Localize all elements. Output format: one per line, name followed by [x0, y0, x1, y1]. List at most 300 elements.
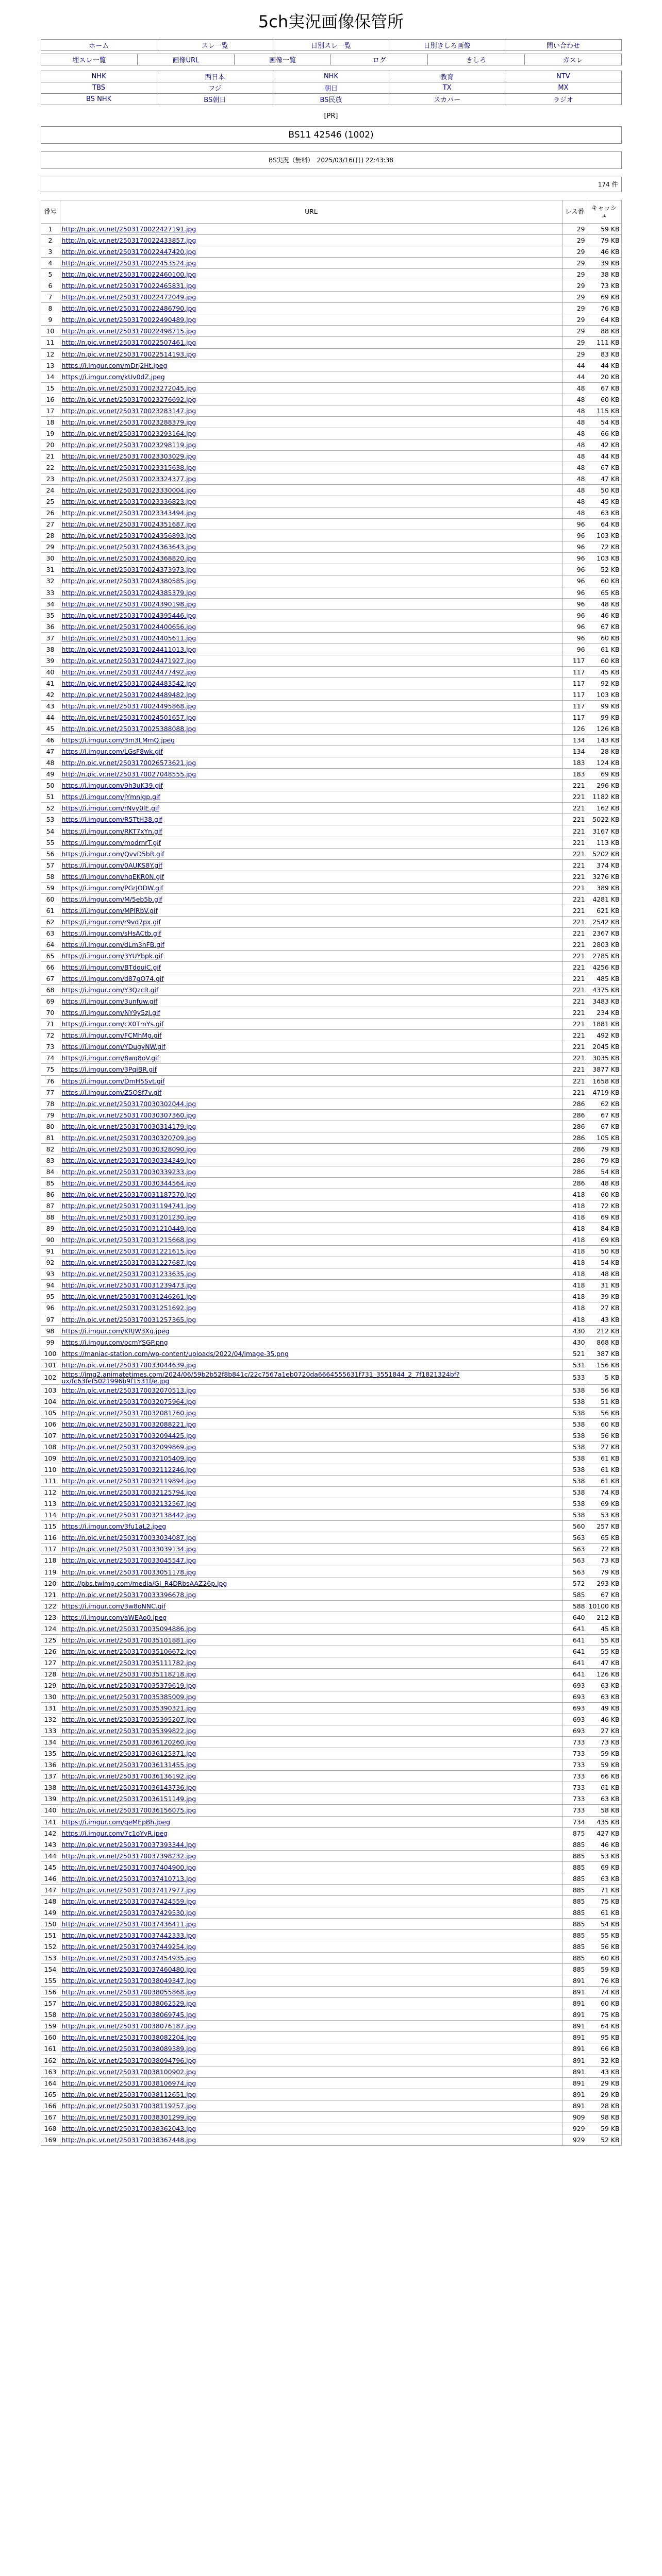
image-url-link[interactable]: http://n.pic.vr.net/2503170032112246.jpg — [61, 1466, 196, 1474]
image-url-link[interactable]: http://n.pic.vr.net/2503170032119894.jpg — [61, 1477, 196, 1485]
row-cache-size[interactable]: 103 KB — [587, 553, 621, 564]
row-cache-size[interactable]: 69 KB — [587, 1234, 621, 1246]
image-url-link[interactable]: http://n.pic.vr.net/2503170038119257.jpg — [61, 2102, 196, 2110]
row-cache-size[interactable]: 61 KB — [587, 1464, 621, 1476]
image-url-link[interactable]: http://n.pic.vr.net/2503170032094425.jpg — [61, 1431, 196, 1439]
image-url-link[interactable]: http://n.pic.vr.net/2503170030314179.jpg — [61, 1122, 196, 1130]
image-url-link[interactable]: http://n.pic.vr.net/2503170031239473.jpg — [61, 1281, 196, 1290]
image-url-link[interactable]: http://n.pic.vr.net/2503170036156075.jpg — [61, 1806, 196, 1815]
image-url-link[interactable]: http://n.pic.vr.net/2503170037398232.jpg — [61, 1852, 196, 1860]
channel-link[interactable]: 西日本 — [205, 74, 225, 81]
row-cache-size[interactable]: 50 KB — [587, 485, 621, 496]
row-cache-size[interactable]: 53 KB — [587, 1510, 621, 1521]
row-cache-size[interactable]: 31 KB — [587, 1280, 621, 1291]
image-url-link[interactable]: http://n.pic.vr.net/2503170032070513.jpg — [61, 1386, 196, 1394]
image-url-link[interactable]: http://n.pic.vr.net/2503170030307360.jpg — [61, 1111, 196, 1119]
row-cache-size[interactable]: 73 KB — [587, 1737, 621, 1748]
row-cache-size[interactable]: 88 KB — [587, 326, 621, 337]
image-url-link[interactable]: https://i.imgur.com/3m3LMmQ.jpeg — [61, 736, 175, 744]
image-url-link[interactable]: http://n.pic.vr.net/2503170030339233.jpg — [61, 1167, 196, 1176]
nav-daily-threads[interactable] — [273, 40, 389, 51]
image-url-link[interactable]: https://i.imgur.com/r9vd7px.gif — [61, 918, 161, 926]
channel-item[interactable] — [505, 94, 621, 105]
row-cache-size[interactable]: 66 KB — [587, 428, 621, 439]
image-url-link[interactable]: http://n.pic.vr.net/2503170036125371.jpg — [61, 1750, 196, 1758]
row-cache-size[interactable]: 212 KB — [587, 1612, 621, 1623]
image-url-link[interactable]: https://i.imgur.com/ocmYSGP.png — [61, 1338, 168, 1346]
nav-daily-images-link[interactable]: 日別きしろ画像 — [423, 42, 471, 50]
row-cache-size[interactable]: 4719 KB — [587, 1087, 621, 1098]
image-url-link[interactable]: http://n.pic.vr.net/2503170037449254.jpg — [61, 1943, 196, 1951]
image-url-link[interactable]: http://n.pic.vr.net/2503170024471927.jpg — [61, 656, 196, 665]
row-cache-size[interactable]: 111 KB — [587, 337, 621, 348]
row-cache-size[interactable]: 60 KB — [587, 1998, 621, 2009]
image-url-link[interactable]: http://n.pic.vr.net/2503170025388088.jpg — [61, 725, 196, 733]
image-url-link[interactable]: http://n.pic.vr.net/2503170036131455.jpg — [61, 1761, 196, 1769]
image-url-link[interactable]: http://n.pic.vr.net/2503170022490489.jpg — [61, 316, 196, 324]
image-url-link[interactable]: https://i.imgur.com/NY9y5zJ.gif — [61, 1009, 160, 1017]
row-cache-size[interactable]: 67 KB — [587, 462, 621, 473]
row-cache-size[interactable]: 51 KB — [587, 1396, 621, 1407]
row-cache-size[interactable]: 63 KB — [587, 507, 621, 519]
image-url-link[interactable]: https://i.imgur.com/3YUYbpk.gif — [61, 952, 163, 960]
image-url-link[interactable]: http://n.pic.vr.net/2503170035101881.jpg — [61, 1636, 196, 1644]
image-url-link[interactable]: http://n.pic.vr.net/2503170031221615.jpg — [61, 1247, 196, 1256]
row-cache-size[interactable]: 76 KB — [587, 1975, 621, 1987]
image-url-link[interactable]: https://i.imgur.com/Z5OSf7v.gif — [61, 1088, 162, 1096]
image-url-link[interactable]: http://n.pic.vr.net/2503170032132567.jpg — [61, 1500, 196, 1508]
row-cache-size[interactable]: 64 KB — [587, 519, 621, 530]
row-cache-size[interactable]: 3483 KB — [587, 996, 621, 1007]
subnav-link[interactable]: きしろ — [466, 57, 486, 64]
image-url-link[interactable]: http://n.pic.vr.net/2503170022514193.jpg — [61, 350, 196, 358]
image-url-link[interactable]: https://maniac-station.com/wp-content/uploads/2022/04/image-35.png — [61, 1349, 289, 1358]
row-cache-size[interactable]: 72 KB — [587, 1544, 621, 1555]
image-url-link[interactable]: http://n.pic.vr.net/2503170031246261.jpg — [61, 1293, 196, 1301]
row-cache-size[interactable]: 621 KB — [587, 905, 621, 916]
image-url-link[interactable]: http://n.pic.vr.net/2503170033034087.jpg — [61, 1534, 196, 1542]
image-url-link[interactable]: http://n.pic.vr.net/2503170023336823.jpg — [61, 498, 196, 506]
channel-item[interactable] — [389, 94, 505, 105]
row-cache-size[interactable]: 67 KB — [587, 382, 621, 394]
row-cache-size[interactable]: 39 KB — [587, 1291, 621, 1302]
image-url-link[interactable]: http://n.pic.vr.net/2503170024400656.jpg — [61, 622, 196, 631]
row-cache-size[interactable]: 79 KB — [587, 1143, 621, 1155]
row-cache-size[interactable]: 54 KB — [587, 416, 621, 428]
image-url-link[interactable]: https://i.imgur.com/modrnrT.gif — [61, 838, 161, 846]
image-url-link[interactable]: http://n.pic.vr.net/2503170037417977.jpg — [61, 1886, 196, 1894]
image-url-link[interactable]: http://n.pic.vr.net/2503170023298119.jpg — [61, 440, 196, 449]
image-url-link[interactable]: http://n.pic.vr.net/2503170024363643.jpg — [61, 543, 196, 551]
row-cache-size[interactable]: 20 KB — [587, 371, 621, 382]
image-url-link[interactable]: http://n.pic.vr.net/2503170023343494.jpg — [61, 509, 196, 517]
image-url-link[interactable]: https://i.imgur.com/8wq8oV.gif — [61, 1054, 159, 1062]
row-cache-size[interactable]: 4281 KB — [587, 893, 621, 905]
subnav-item[interactable] — [331, 54, 428, 65]
image-url-link[interactable]: http://n.pic.vr.net/2503170037404900.jpg — [61, 1863, 196, 1871]
row-cache-size[interactable]: 27 KB — [587, 1725, 621, 1737]
channel-link[interactable]: NHK — [323, 73, 338, 80]
image-url-link[interactable]: http://n.pic.vr.net/2503170031210449.jpg — [61, 1225, 196, 1233]
image-url-link[interactable]: http://n.pic.vr.net/2503170037429530.jpg — [61, 1908, 196, 1917]
image-url-link[interactable]: http://n.pic.vr.net/2503170031215668.jpg — [61, 1236, 196, 1244]
channel-item[interactable] — [157, 82, 273, 94]
channel-item[interactable] — [273, 71, 389, 82]
channel-item[interactable] — [505, 71, 621, 82]
channel-link[interactable]: MX — [558, 84, 569, 92]
image-url-link[interactable]: http://n.pic.vr.net/2503170024495868.jpg — [61, 702, 196, 710]
image-url-link[interactable]: http://n.pic.vr.net/2503170037436411.jpg — [61, 1920, 196, 1928]
row-cache-size[interactable]: 79 KB — [587, 1566, 621, 1578]
image-url-link[interactable]: https://i.imgur.com/R5TtH38.gif — [61, 816, 162, 824]
image-url-link[interactable]: http://n.pic.vr.net/2503170038100902.jpg — [61, 2067, 196, 2076]
row-cache-size[interactable]: 64 KB — [587, 2021, 621, 2032]
nav-daily-threads-link[interactable]: 日別スレ一覧 — [310, 42, 351, 50]
row-cache-size[interactable]: 61 KB — [587, 1476, 621, 1487]
image-url-link[interactable]: https://i.imgur.com/3unfuw.gif — [61, 997, 158, 1006]
row-cache-size[interactable]: 3167 KB — [587, 825, 621, 837]
image-url-link[interactable]: http://n.pic.vr.net/2503170022486790.jpg — [61, 304, 196, 313]
subnav-item[interactable] — [428, 54, 525, 65]
image-url-link[interactable]: http://n.pic.vr.net/2503170032138442.jpg — [61, 1511, 196, 1519]
image-url-link[interactable]: http://n.pic.vr.net/2503170022472049.jpg — [61, 293, 196, 301]
row-cache-size[interactable]: 66 KB — [587, 1771, 621, 1782]
image-url-link[interactable]: https://i.imgur.com/M/5eb5b.gif — [61, 895, 162, 903]
image-url-link[interactable]: https://i.imgur.com/7c1oYyR.jpeg — [61, 1829, 168, 1837]
row-cache-size[interactable]: 73 KB — [587, 280, 621, 292]
row-cache-size[interactable]: 59 KB — [587, 224, 621, 235]
channel-link[interactable]: NHK — [91, 73, 106, 80]
image-url-link[interactable]: http://n.pic.vr.net/2503170027048555.jpg — [61, 770, 196, 778]
image-url-link[interactable]: http://n.pic.vr.net/2503170024380585.jpg — [61, 577, 196, 585]
row-cache-size[interactable]: 61 KB — [587, 1453, 621, 1464]
row-cache-size[interactable]: 67 KB — [587, 1589, 621, 1600]
image-url-link[interactable]: http://n.pic.vr.net/2503170037393344.jpg — [61, 1840, 196, 1849]
image-url-link[interactable]: http://n.pic.vr.net/2503170022447420.jpg — [61, 248, 196, 256]
row-cache-size[interactable]: 44 KB — [587, 450, 621, 462]
row-cache-size[interactable]: 387 KB — [587, 1348, 621, 1359]
row-cache-size[interactable]: 105 KB — [587, 1132, 621, 1143]
row-cache-size[interactable]: 60 KB — [587, 575, 621, 587]
row-cache-size[interactable]: 48 KB — [587, 598, 621, 609]
row-cache-size[interactable]: 76 KB — [587, 303, 621, 314]
row-cache-size[interactable]: 72 KB — [587, 1200, 621, 1212]
image-url-link[interactable]: http://n.pic.vr.net/2503170023324377.jpg — [61, 475, 196, 483]
image-url-link[interactable]: http://n.pic.vr.net/2503170023283147.jpg — [61, 406, 196, 415]
row-cache-size[interactable]: 54 KB — [587, 1166, 621, 1177]
row-cache-size[interactable]: 162 KB — [587, 803, 621, 814]
row-cache-size[interactable]: 296 KB — [587, 780, 621, 791]
row-cache-size[interactable]: 69 KB — [587, 292, 621, 303]
row-cache-size[interactable]: 4375 KB — [587, 985, 621, 996]
row-cache-size[interactable]: 435 KB — [587, 1816, 621, 1827]
image-url-link[interactable]: http://n.pic.vr.net/2503170023276692.jpg — [61, 395, 196, 403]
subnav-item[interactable] — [234, 54, 331, 65]
subnav-item[interactable] — [41, 54, 138, 65]
channel-link[interactable]: BS民放 — [320, 96, 342, 104]
image-url-link[interactable]: https://i.imgur.com/3w8oNNC.gif — [61, 1602, 166, 1610]
row-cache-size[interactable]: 5022 KB — [587, 814, 621, 825]
image-url-link[interactable]: http://n.pic.vr.net/2503170024501657.jpg — [61, 714, 196, 722]
image-url-link[interactable]: http://n.pic.vr.net/2503170031187570.jpg — [61, 1191, 196, 1198]
image-url-link[interactable]: http://n.pic.vr.net/2503170038362043.jpg — [61, 2124, 196, 2132]
row-cache-size[interactable]: 27 KB — [587, 1302, 621, 1314]
row-cache-size[interactable]: 2785 KB — [587, 951, 621, 962]
subnav-link[interactable]: 埋スレ一覧 — [72, 57, 106, 64]
row-cache-size[interactable]: 64 KB — [587, 314, 621, 326]
image-url-link[interactable]: http://n.pic.vr.net/2503170024373973.jpg — [61, 566, 196, 574]
row-cache-size[interactable]: 3877 KB — [587, 1064, 621, 1075]
row-cache-size[interactable]: 58 KB — [587, 1805, 621, 1816]
row-cache-size[interactable]: 1658 KB — [587, 1075, 621, 1087]
row-cache-size[interactable]: 56 KB — [587, 1384, 621, 1396]
row-cache-size[interactable]: 92 KB — [587, 677, 621, 689]
channel-item[interactable] — [389, 71, 505, 82]
row-cache-size[interactable]: 868 KB — [587, 1336, 621, 1348]
row-cache-size[interactable]: 99 KB — [587, 712, 621, 723]
channel-link[interactable]: フジ — [208, 85, 222, 93]
image-url-link[interactable]: http://n.pic.vr.net/2503170037442333.jpg — [61, 1931, 196, 1939]
image-url-link[interactable]: http://n.pic.vr.net/2503170037460480.jpg — [61, 1965, 196, 1974]
image-url-link[interactable]: http://n.pic.vr.net/2503170023293164.jpg — [61, 429, 196, 437]
image-url-link[interactable]: http://n.pic.vr.net/2503170023330004.jpg — [61, 486, 196, 495]
row-cache-size[interactable]: 212 KB — [587, 1325, 621, 1336]
image-url-link[interactable]: http://n.pic.vr.net/2503170031233635.jpg — [61, 1270, 196, 1278]
row-cache-size[interactable]: 67 KB — [587, 1121, 621, 1132]
image-url-link[interactable]: https://i.imgur.com/3fu1aL2.jpeg — [61, 1522, 167, 1531]
row-cache-size[interactable]: 32 KB — [587, 2055, 621, 2066]
row-cache-size[interactable]: 67 KB — [587, 621, 621, 632]
image-url-link[interactable]: http://n.pic.vr.net/2503170038076187.jpg — [61, 2022, 196, 2030]
row-cache-size[interactable]: 99 KB — [587, 700, 621, 711]
image-url-link[interactable]: https://i.imgur.com/dLm3nFB.gif — [61, 940, 164, 948]
image-url-link[interactable]: http://n.pic.vr.net/2503170035379619.jpg — [61, 1681, 196, 1689]
image-url-link[interactable]: http://n.pic.vr.net/2503170032105409.jpg — [61, 1454, 196, 1463]
row-cache-size[interactable]: 54 KB — [587, 1257, 621, 1268]
row-cache-size[interactable]: 55 KB — [587, 1634, 621, 1646]
row-cache-size[interactable]: 103 KB — [587, 689, 621, 700]
image-url-link[interactable]: http://n.pic.vr.net/2503170024385379.jpg — [61, 588, 196, 597]
image-url-link[interactable]: https://i.imgur.com/QvvD5bR.gif — [61, 850, 164, 858]
row-cache-size[interactable]: 2803 KB — [587, 939, 621, 950]
row-cache-size[interactable]: 48 KB — [587, 1268, 621, 1280]
image-url-link[interactable]: http://n.pic.vr.net/2503170033396678.jpg — [61, 1590, 196, 1599]
image-url-link[interactable]: http://n.pic.vr.net/2503170032099869.jpg — [61, 1443, 196, 1451]
nav-contact-link[interactable]: 問い合わせ — [546, 42, 580, 50]
row-cache-size[interactable]: 60 KB — [587, 1189, 621, 1200]
image-url-link[interactable]: http://n.pic.vr.net/2503170023303029.jpg — [61, 452, 196, 460]
subnav-link[interactable]: 画像一覧 — [269, 57, 296, 64]
image-url-link[interactable]: https://i.imgur.com/jYmnlgp.gif — [61, 793, 160, 801]
row-cache-size[interactable]: 63 KB — [587, 1873, 621, 1884]
row-cache-size[interactable]: 234 KB — [587, 1007, 621, 1019]
row-cache-size[interactable]: 59 KB — [587, 1964, 621, 1975]
subnav-item[interactable] — [138, 54, 235, 65]
row-cache-size[interactable]: 115 KB — [587, 405, 621, 416]
image-url-link[interactable]: http://n.pic.vr.net/2503170035111782.jpg — [61, 1658, 196, 1667]
row-cache-size[interactable]: 56 KB — [587, 1430, 621, 1441]
row-cache-size[interactable]: 42 KB — [587, 439, 621, 450]
nav-contact[interactable] — [505, 40, 621, 51]
image-url-link[interactable]: http://n.pic.vr.net/2503170038049347.jpg — [61, 1977, 196, 1985]
channel-link[interactable]: 教育 — [440, 74, 454, 81]
image-url-link[interactable]: http://n.pic.vr.net/2503170038301299.jpg — [61, 2113, 196, 2121]
row-cache-size[interactable]: 65 KB — [587, 1532, 621, 1544]
image-url-link[interactable]: https://i.imgur.com/d87gO74.gif — [61, 975, 164, 983]
image-url-link[interactable]: https://i.imgur.com/3PqiBR.gif — [61, 1065, 157, 1074]
channel-link[interactable]: TX — [442, 84, 452, 92]
row-cache-size[interactable]: 69 KB — [587, 1212, 621, 1223]
image-url-link[interactable]: http://n.pic.vr.net/2503170024356893.jpg — [61, 532, 196, 540]
row-cache-size[interactable]: 49 KB — [587, 1703, 621, 1714]
row-cache-size[interactable]: 126 KB — [587, 1668, 621, 1680]
image-url-link[interactable]: http://n.pic.vr.net/2503170026573621.jpg — [61, 759, 196, 767]
image-url-link[interactable]: http://n.pic.vr.net/2503170031257365.jpg — [61, 1315, 196, 1324]
image-url-link[interactable]: http://n.pic.vr.net/2503170038367448.jpg — [61, 2136, 196, 2144]
row-cache-size[interactable]: 74 KB — [587, 1987, 621, 1998]
image-url-link[interactable]: http://n.pic.vr.net/2503170033051178.jpg — [61, 1568, 196, 1576]
image-url-link[interactable]: https://i.imgur.com/cX0TmYs.gif — [61, 1020, 164, 1028]
row-cache-size[interactable]: 103 KB — [587, 530, 621, 541]
image-url-link[interactable]: http://n.pic.vr.net/2503170024477492.jpg — [61, 668, 196, 676]
channel-item[interactable] — [41, 71, 157, 82]
image-url-link[interactable]: http://n.pic.vr.net/2503170024395446.jpg — [61, 611, 196, 619]
row-cache-size[interactable]: 52 KB — [587, 2134, 621, 2145]
row-cache-size[interactable]: 10100 KB — [587, 1600, 621, 1612]
nav-thread-list-link[interactable]: スレ一覧 — [201, 42, 228, 50]
row-cache-size[interactable]: 46 KB — [587, 246, 621, 258]
row-cache-size[interactable]: 63 KB — [587, 1691, 621, 1703]
subnav-link[interactable]: 画像URL — [172, 57, 200, 64]
image-url-link[interactable]: http://n.pic.vr.net/2503170030320709.jpg — [61, 1133, 196, 1142]
row-cache-size[interactable]: 46 KB — [587, 609, 621, 621]
image-url-link[interactable]: http://n.pic.vr.net/2503170038089389.jpg — [61, 2045, 196, 2053]
image-url-link[interactable]: http://n.pic.vr.net/2503170038069745.jpg — [61, 2011, 196, 2019]
row-cache-size[interactable]: 1881 KB — [587, 1019, 621, 1030]
image-url-link[interactable]: http://n.pic.vr.net/2503170024489482.jpg — [61, 690, 196, 699]
row-cache-size[interactable]: 389 KB — [587, 882, 621, 893]
image-url-link[interactable]: http://n.pic.vr.net/2503170036151149.jpg — [61, 1795, 196, 1803]
row-cache-size[interactable]: 69 KB — [587, 1861, 621, 1873]
channel-item[interactable] — [273, 94, 389, 105]
row-cache-size[interactable]: 43 KB — [587, 1314, 621, 1325]
image-url-link[interactable]: http://n.pic.vr.net/2503170024390198.jpg — [61, 600, 196, 608]
image-url-link[interactable]: https://i.imgur.com/MPIRbV.gif — [61, 906, 158, 914]
row-cache-size[interactable]: 46 KB — [587, 1839, 621, 1850]
row-cache-size[interactable]: 48 KB — [587, 1177, 621, 1189]
row-cache-size[interactable]: 60 KB — [587, 1418, 621, 1430]
image-url-link[interactable]: http://n.pic.vr.net/2503170024368820.jpg — [61, 554, 196, 563]
image-url-link[interactable]: http://n.pic.vr.net/2503170032081760.jpg — [61, 1409, 196, 1417]
image-url-link[interactable]: http://n.pic.vr.net/2503170031227687.jpg — [61, 1259, 196, 1267]
channel-link[interactable]: ラジオ — [553, 96, 573, 104]
row-cache-size[interactable]: 71 KB — [587, 1884, 621, 1895]
image-url-link[interactable]: http://n.pic.vr.net/2503170035399822.jpg — [61, 1727, 196, 1735]
row-cache-size[interactable]: 27 KB — [587, 1441, 621, 1452]
row-cache-size[interactable]: 5 KB — [587, 1370, 621, 1384]
row-cache-size[interactable]: 29 KB — [587, 2089, 621, 2100]
image-url-link[interactable]: http://n.pic.vr.net/2503170038062529.jpg — [61, 1999, 196, 2008]
row-cache-size[interactable]: 56 KB — [587, 1941, 621, 1953]
image-url-link[interactable]: http://n.pic.vr.net/2503170022433857.jpg — [61, 236, 196, 245]
image-url-link[interactable]: https://i.imgur.com/rNvy0lE.gif — [61, 804, 159, 812]
image-url-link[interactable]: http://n.pic.vr.net/2503170023315638.jpg — [61, 464, 196, 471]
row-cache-size[interactable]: 61 KB — [587, 1907, 621, 1918]
image-url-link[interactable]: https://i.imgur.com/kUv0dZ.jpeg — [61, 372, 165, 381]
row-cache-size[interactable]: 126 KB — [587, 723, 621, 735]
row-cache-size[interactable]: 79 KB — [587, 1155, 621, 1166]
row-cache-size[interactable]: 2045 KB — [587, 1041, 621, 1053]
row-cache-size[interactable]: 293 KB — [587, 1578, 621, 1589]
row-cache-size[interactable]: 427 KB — [587, 1827, 621, 1839]
channel-item[interactable] — [273, 82, 389, 94]
image-url-link[interactable]: http://n.pic.vr.net/2503170033039134.jpg — [61, 1545, 196, 1553]
row-cache-size[interactable]: 143 KB — [587, 735, 621, 746]
row-cache-size[interactable]: 44 KB — [587, 360, 621, 371]
nav-daily-images[interactable] — [389, 40, 505, 51]
row-cache-size[interactable]: 61 KB — [587, 1782, 621, 1793]
row-cache-size[interactable]: 83 KB — [587, 348, 621, 360]
row-cache-size[interactable]: 2367 KB — [587, 927, 621, 939]
image-url-link[interactable]: http://n.pic.vr.net/2503170030334349.jpg — [61, 1156, 196, 1164]
image-url-link[interactable]: https://i.imgur.com/0AUKS8Y.gif — [61, 861, 163, 869]
row-cache-size[interactable]: 62 KB — [587, 1098, 621, 1109]
row-cache-size[interactable]: 124 KB — [587, 757, 621, 769]
row-cache-size[interactable]: 75 KB — [587, 2009, 621, 2021]
image-url-link[interactable]: https://i.imgur.com/RKT7xYn.gif — [61, 827, 162, 835]
image-url-link[interactable]: http://n.pic.vr.net/2503170038094796.jpg — [61, 2056, 196, 2064]
image-url-link[interactable]: http://n.pic.vr.net/2503170023288379.jpg — [61, 418, 196, 426]
image-url-link[interactable]: http://n.pic.vr.net/2503170032075964.jpg — [61, 1397, 196, 1405]
row-cache-size[interactable]: 45 KB — [587, 1623, 621, 1634]
row-cache-size[interactable]: 55 KB — [587, 1929, 621, 1941]
image-url-link[interactable]: http://n.pic.vr.net/2503170036136192.jpg — [61, 1772, 196, 1781]
image-url-link[interactable]: http://n.pic.vr.net/2503170022427191.jpg — [61, 225, 196, 233]
image-url-link[interactable]: http://n.pic.vr.net/2503170033044639.jpg — [61, 1361, 196, 1369]
row-cache-size[interactable]: 59 KB — [587, 1748, 621, 1759]
image-url-link[interactable]: http://n.pic.vr.net/2503170037410713.jpg — [61, 1874, 196, 1883]
channel-link[interactable]: スカパー — [434, 96, 461, 104]
nav-thread-list[interactable] — [157, 40, 273, 51]
image-url-link[interactable]: https://i.imgur.com/sHsACtb.gif — [61, 929, 161, 937]
row-cache-size[interactable]: 60 KB — [587, 632, 621, 643]
row-cache-size[interactable]: 67 KB — [587, 1109, 621, 1121]
row-cache-size[interactable]: 59 KB — [587, 2123, 621, 2134]
row-cache-size[interactable]: 59 KB — [587, 1759, 621, 1771]
row-cache-size[interactable]: 69 KB — [587, 1498, 621, 1510]
row-cache-size[interactable]: 63 KB — [587, 1680, 621, 1691]
image-url-link[interactable]: http://n.pic.vr.net/2503170037454935.jpg — [61, 1954, 196, 1962]
image-url-link[interactable]: http://n.pic.vr.net/2503170035106672.jpg — [61, 1647, 196, 1655]
image-url-link[interactable]: http://n.pic.vr.net/2503170022498715.jpg — [61, 327, 196, 335]
channel-item[interactable] — [41, 94, 157, 105]
row-cache-size[interactable]: 84 KB — [587, 1223, 621, 1234]
image-url-link[interactable]: https://i.imgur.com/KRJW3Xq.jpeg — [61, 1327, 170, 1335]
image-url-link[interactable]: http://n.pic.vr.net/2503170038106974.jpg — [61, 2079, 196, 2087]
image-url-link[interactable]: http://n.pic.vr.net/2503170024405611.jpg — [61, 634, 196, 642]
image-url-link[interactable]: http://n.pic.vr.net/2503170022453524.jpg — [61, 259, 196, 267]
row-cache-size[interactable]: 52 KB — [587, 564, 621, 575]
image-url-link[interactable]: http://n.pic.vr.net/2503170032088221.jpg — [61, 1420, 196, 1428]
image-url-link[interactable]: https://i.imgur.com/DmH5Svt.gif — [61, 1077, 165, 1085]
image-url-link[interactable]: http://n.pic.vr.net/2503170031251692.jpg — [61, 1304, 196, 1312]
row-cache-size[interactable]: 79 KB — [587, 235, 621, 246]
image-url-link[interactable]: https://i.imgur.com/BTdouiC.gif — [61, 963, 161, 972]
image-url-link[interactable]: https://i.imgur.com/PGrJODW.gif — [61, 884, 163, 892]
row-cache-size[interactable]: 60 KB — [587, 394, 621, 405]
image-url-link[interactable]: https://i.imgur.com/FCMhMg.gif — [61, 1031, 162, 1040]
channel-item[interactable] — [41, 82, 157, 94]
